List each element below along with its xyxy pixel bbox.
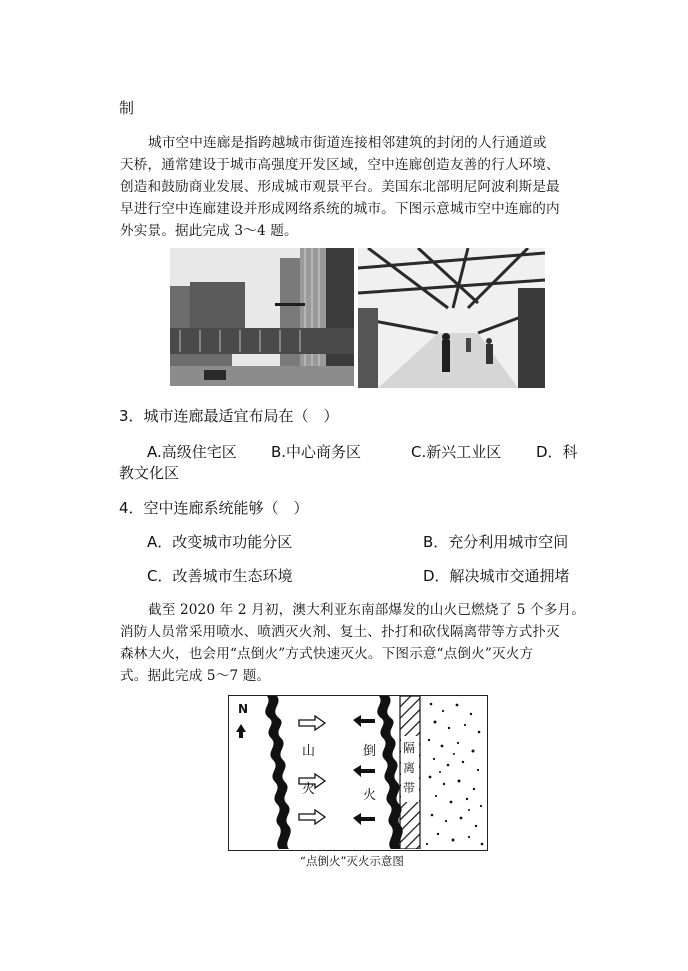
- q3-option-d-continued: 教文化区: [119, 464, 180, 482]
- q3-option-b: B.中心商务区: [271, 443, 362, 461]
- firebreak-label-1: 隔: [403, 741, 416, 755]
- back-fire-arrows: [353, 715, 375, 825]
- q4-option-a: A．改变城市功能分区: [147, 533, 293, 551]
- skyway-interior-photo: [358, 248, 545, 388]
- back-fire-label-1: 倒: [363, 744, 377, 759]
- passage-line: 消防人员常采用喷水、喷洒灭火剂、复土、扑打和砍伐隔离带等方式扑灭: [120, 624, 560, 640]
- mountain-fire-band: [265, 696, 290, 849]
- mountain-fire-arrows: [299, 716, 325, 824]
- back-fire-label-2: 火: [363, 788, 377, 803]
- q4-option-b: B．充分利用城市空间: [423, 533, 569, 551]
- back-fire-band: [377, 696, 402, 849]
- mountain-fire-label-2: 火: [302, 782, 316, 797]
- passage-line: 早进行空中连廊建设并形成网络系统的城市。下图示意城市空中连廊的内: [120, 201, 560, 217]
- firebreak-label-2: 离: [403, 761, 416, 775]
- passage-line: 创造和鼓励商业发展、形成城市观景平台。美国东北部明尼阿波利斯是最: [120, 179, 560, 195]
- q4-option-d: D．解决城市交通拥堵: [423, 567, 570, 585]
- passage-line: 森林大火，也会用“点倒火”方式快速灭火。下图示意“点倒火”灭火方: [120, 646, 534, 662]
- backburn-diagram: [228, 695, 488, 851]
- q3-option-a: A.高级住宅区: [147, 443, 237, 461]
- passage-line: 外实景。据此完成 3～4 题。: [120, 223, 298, 239]
- mountain-fire-label-1: 山: [302, 744, 316, 759]
- header-fragment: 制: [119, 99, 135, 117]
- firebreak-label-3: 带: [403, 781, 416, 795]
- question-3-stem: 3．城市连廊最适宜布局在（ ）: [119, 407, 339, 425]
- q3-option-c: C.新兴工业区: [411, 443, 502, 461]
- q4-option-c: C．改善城市生态环境: [147, 567, 293, 585]
- north-arrow-icon: [236, 724, 246, 738]
- forest-dots: [426, 703, 483, 846]
- question-4-stem: 4．空中连廊系统能够（ ）: [119, 499, 309, 517]
- passage-line: 城市空中连廊是指跨越城市街道连接相邻建筑的封闭的人行通道或: [148, 135, 547, 151]
- north-label: N: [238, 702, 249, 716]
- diagram-caption: “点倒火”灭火示意图: [300, 854, 404, 868]
- skyway-exterior-photo: [170, 248, 354, 386]
- passage-line: 截至 2020 年 2 月初，澳大利亚东南部爆发的山火已燃烧了 5 个多月。: [148, 602, 585, 618]
- passage-line: 式。据此完成 5～7 题。: [120, 668, 271, 684]
- q3-option-d: D．科: [536, 443, 578, 461]
- passage-line: 天桥，通常建设于城市高强度开发区域，空中连廊创造友善的行人环境、: [120, 157, 560, 173]
